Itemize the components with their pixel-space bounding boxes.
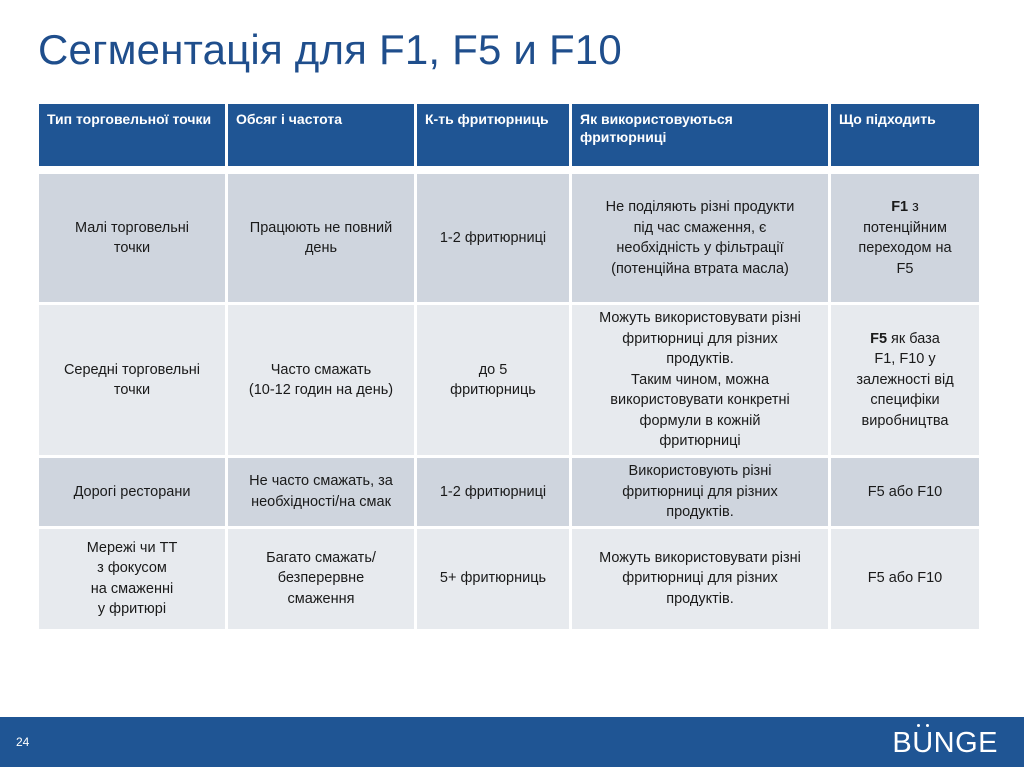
cell-text-line: виробництва: [861, 412, 949, 429]
cell-text-line: Можуть використовувати різні: [599, 549, 801, 566]
cell-fryer-count: [417, 529, 569, 629]
cell-text-line: F5: [896, 260, 914, 277]
cell-text-line: фритюрниці для різних: [622, 570, 778, 587]
cell-text-line: день: [304, 240, 338, 256]
product-note: з: [908, 199, 919, 215]
cell-outlet-type: [39, 305, 225, 455]
header-fryer-usage: Як використовуються фритюрниці: [572, 104, 828, 166]
header-fryer-count: К-ть фритюрниць: [417, 104, 569, 166]
cell-outlet-type: [39, 529, 225, 629]
cell-text-line: продуктів.: [666, 351, 734, 368]
cell-text-line: F1, F10 у: [874, 351, 936, 368]
cell-text-line: Середні торговельні: [63, 361, 201, 378]
spacer-cell: [228, 169, 414, 171]
cell-text-line: точки: [113, 240, 151, 256]
cell-volume-frequency: [228, 529, 414, 629]
cell-text-line: необхідності/на смак: [251, 493, 391, 510]
cell-text-line: Використовують різні: [628, 463, 772, 479]
cell-text-line: необхідність у фільтрації: [616, 240, 784, 256]
header-volume-frequency: Обсяг і частота: [228, 104, 414, 166]
cell-text-line: залежності від: [856, 371, 954, 388]
cell-text-line: фритюрниці: [659, 433, 741, 450]
cell-text-line: 1-2 фритюрниці: [439, 229, 547, 246]
segmentation-table: [36, 101, 982, 632]
spacer-cell: [417, 169, 569, 171]
spacer-cell: [39, 169, 225, 171]
product-note: F5 або F10: [867, 570, 943, 587]
cell-outlet-type: [39, 174, 225, 302]
cell-text-line: [837, 197, 973, 218]
cell-text-line: Не поділяють різні продукти: [605, 199, 795, 215]
cell-text-line: на смаженні: [90, 580, 174, 597]
cell-text-line: (потенційна втрата масла): [611, 260, 789, 277]
cell-text-line: специфіки: [870, 392, 940, 409]
cell-text-line: Можуть використовувати різні: [599, 310, 801, 327]
table-row: [39, 305, 979, 455]
product-note: F5 або F10: [867, 483, 943, 500]
spacer-cell: [831, 169, 979, 171]
product-code: F1: [891, 199, 909, 215]
slide-title: Сегментація для F1, F5 и F10: [38, 26, 622, 73]
header-spacer: [39, 169, 979, 171]
cell-text-line: [837, 482, 973, 503]
cell-text-line: до 5: [478, 361, 508, 378]
cell-text-line: у фритюрі: [97, 601, 167, 617]
cell-text-line: потенційним: [863, 219, 947, 236]
cell-text-line: Часто смажать: [270, 361, 372, 378]
product-note: як база: [887, 330, 940, 347]
product-code: F5: [870, 330, 888, 347]
cell-fryer-usage: [572, 174, 828, 302]
cell-text-line: з фокусом: [97, 560, 167, 576]
cell-text-line: [837, 568, 973, 589]
cell-fryer-count: [417, 174, 569, 302]
cell-text-line: використовувати конкретні: [610, 392, 790, 409]
cell-fryer-count: [417, 458, 569, 526]
cell-text-line: Дорогі ресторани: [73, 483, 191, 500]
cell-text-line: 1-2 фритюрниці: [439, 483, 547, 500]
cell-suitable-product: [831, 174, 979, 302]
cell-fryer-usage: [572, 305, 828, 455]
cell-text-line: (10-12 годин на день): [248, 382, 394, 398]
cell-text-line: Багато смажать/: [266, 549, 376, 566]
page-number: 24: [16, 735, 30, 749]
cell-text-line: переходом на: [858, 240, 952, 256]
cell-text-line: фритюрниць: [450, 382, 536, 398]
cell-text-line: [837, 329, 973, 350]
cell-suitable-product: [831, 529, 979, 629]
bunge-logo: BUNGE: [892, 727, 998, 759]
cell-text-line: під час смаження, є: [633, 219, 767, 236]
cell-text-line: безперервне: [277, 570, 365, 587]
cell-fryer-usage: [572, 529, 828, 629]
table-row: [39, 529, 979, 629]
cell-text-line: смаження: [287, 590, 355, 607]
cell-text-line: формули в кожній: [639, 412, 761, 429]
cell-text-line: Малі торговельні: [74, 219, 190, 236]
cell-text-line: Таким чином, можна: [630, 371, 770, 388]
table-row: [39, 174, 979, 302]
spacer-cell: [572, 169, 828, 171]
cell-volume-frequency: [228, 174, 414, 302]
cell-outlet-type: [39, 458, 225, 526]
cell-suitable-product: [831, 305, 979, 455]
cell-text-line: Не часто смажать, за: [249, 473, 393, 490]
footer-bar: [0, 717, 1024, 767]
cell-volume-frequency: [228, 305, 414, 455]
header-suitable-product: Що підходить: [831, 104, 979, 166]
cell-text-line: Мережі чи ТТ: [86, 539, 178, 556]
cell-text-line: фритюрниці для різних: [622, 483, 778, 500]
cell-text-line: фритюрниці для різних: [622, 330, 778, 347]
cell-text-line: Працюють не повний: [249, 219, 393, 236]
table-row: [39, 458, 979, 526]
cell-fryer-count: [417, 305, 569, 455]
cell-text-line: продуктів.: [666, 504, 734, 520]
cell-text-line: точки: [113, 382, 151, 398]
cell-suitable-product: [831, 458, 979, 526]
table-header-row: [39, 104, 979, 166]
cell-text-line: продуктів.: [666, 590, 734, 607]
cell-volume-frequency: [228, 458, 414, 526]
cell-fryer-usage: [572, 458, 828, 526]
header-outlet-type: Тип торговельної точки: [39, 104, 225, 166]
cell-text-line: 5+ фритюрниць: [439, 570, 547, 587]
